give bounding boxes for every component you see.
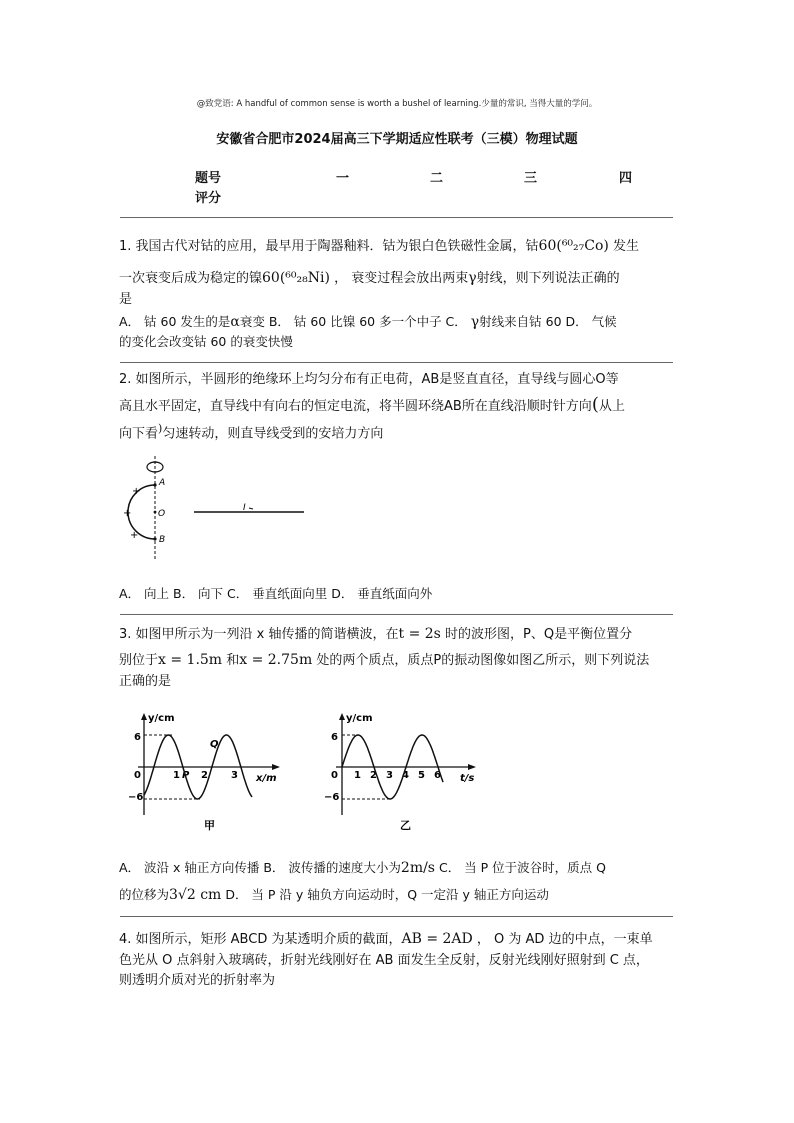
point-P: P [182, 770, 190, 781]
question-1-line-3: 是 [119, 292, 133, 307]
question-3-options-2: 的位移为3√2 cm D． 当 P 沿 y 轴负方向运动时，Q 一定沿 y 轴正方向运动 [119, 887, 549, 903]
x-tick-2: 2 [201, 770, 208, 781]
page-title: 安徽省合肥市2024届高三下学期适应性联考（三模）物理试题 [216, 132, 578, 147]
plus-charge: + [130, 530, 139, 541]
score-row2-label: 评分 [195, 191, 222, 206]
y-tick-neg6: −6 [128, 792, 144, 803]
score-col-2: 二 [430, 171, 444, 186]
ring-wire-figure [112, 452, 312, 572]
y-tick-6: 6 [134, 732, 141, 743]
question-4-line-1: 4. 如图所示，矩形 ABCD 为某透明介质的截面，AB = 2AD ， O 为 AD 边的中点，一束单 [119, 931, 653, 947]
y-axis-label: y/cm [346, 713, 373, 724]
x-tick-3: 3 [231, 770, 238, 781]
t-tick-2: 2 [370, 770, 377, 781]
t-tick-4: 4 [402, 770, 409, 781]
y-axis-label: y/cm [148, 713, 175, 724]
vibration-graph-b [318, 705, 488, 835]
question-1-options-2: 的变化会改变钴 60 的衰变快慢 [119, 334, 293, 349]
y-tick-neg6: −6 [324, 792, 340, 803]
x-axis-label: t/s [460, 773, 475, 784]
label-A: A [159, 478, 166, 488]
wave-graph-a [126, 705, 291, 835]
question-4-line-3: 则透明介质对光的折射率为 [119, 973, 276, 988]
score-col-3: 三 [524, 171, 538, 186]
plus-charge: + [123, 508, 132, 519]
x-axis-label: x/m [256, 773, 277, 784]
score-row-label: 题号 [195, 171, 222, 186]
question-2-line-1: 2. 如图所示，半圆形的绝缘环上均匀分布有正电荷，AB是竖直直径，直导线与圆心O等 [119, 372, 619, 387]
question-3-line-1: 3. 如图甲所示为一列沿 x 轴传播的简谐横波，在t = 2s 时的波形图，P、Q是平衡位置分 [119, 626, 633, 642]
question-1-line-1: 1. 我国古代对钴的应用，最早用于陶器釉料．钴为银白色铁磁性金属，钴60(⁶⁰₂₇Co) 发生 [119, 238, 640, 254]
question-1-line-2: 一次衰变后成为稳定的镍60(⁶⁰₂₈Ni) ， 衰变过程会放出两束γ射线，则下列说法正确的 [119, 270, 620, 286]
label-O: O [158, 509, 166, 519]
divider [120, 916, 673, 917]
x-tick-1: 1 [173, 770, 180, 781]
point-Q: Q [210, 739, 219, 750]
plus-charge: + [132, 486, 141, 497]
question-3-options-1: A． 波沿 x 轴正方向传播 B． 波传播的速度大小为2m/s C． 当 P 位于波谷时，质点 Q [119, 860, 606, 876]
origin: 0 [331, 770, 338, 781]
nickel-formula: 60(⁶⁰₂₈Ni) [262, 270, 330, 286]
question-2-line-2: 高且水平固定，直导线中有向右的恒定电流，将半圆环绕AB所在直线沿顺时针方向(从上 [119, 394, 625, 415]
divider [120, 362, 673, 363]
t-tick-6: 6 [434, 770, 441, 781]
divider [120, 614, 673, 615]
t-tick-5: 5 [418, 770, 425, 781]
header-quote: @致党语: A handful of common sense is worth a bushel of learning.少量的常识, 当得大量的学问。 [196, 99, 598, 109]
t-tick-1: 1 [354, 770, 361, 781]
origin: 0 [134, 770, 141, 781]
question-2-line-3: 向下看)匀速转动，则直导线受到的安培力方向 [119, 422, 384, 442]
question-4-line-2: 色光从 O 点斜射入玻璃砖，折射光线刚好在 AB 面发生全反射，反射光线刚好照射到 C 点， [119, 953, 649, 968]
t-tick-3: 3 [386, 770, 393, 781]
question-3-line-3: 正确的是 [119, 674, 172, 689]
caption-jia: 甲 [204, 819, 215, 832]
question-3-line-2: 别位于x = 1.5m 和x = 2.75m 处的两个质点，质点P的振动图像如图乙所示，则下列说法 [119, 652, 650, 668]
question-1-options-1: A． 钴 60 发生的是α衰变 B． 钴 60 比镍 60 多一个中子 C． γ射线来自钴 60 D． 气候 [119, 314, 617, 330]
score-col-1: 一 [336, 171, 350, 186]
divider [120, 217, 673, 218]
caption-yi: 乙 [400, 819, 411, 832]
y-tick-6: 6 [331, 732, 338, 743]
label-B: B [159, 535, 166, 545]
current-label: I [243, 503, 246, 513]
score-col-4: 四 [619, 171, 633, 186]
question-2-options: A． 向上 B． 向下 C． 垂直纸面向里 D． 垂直纸面向外 [119, 586, 433, 601]
cobalt-formula: 60(⁶⁰₂₇Co) [538, 238, 609, 254]
